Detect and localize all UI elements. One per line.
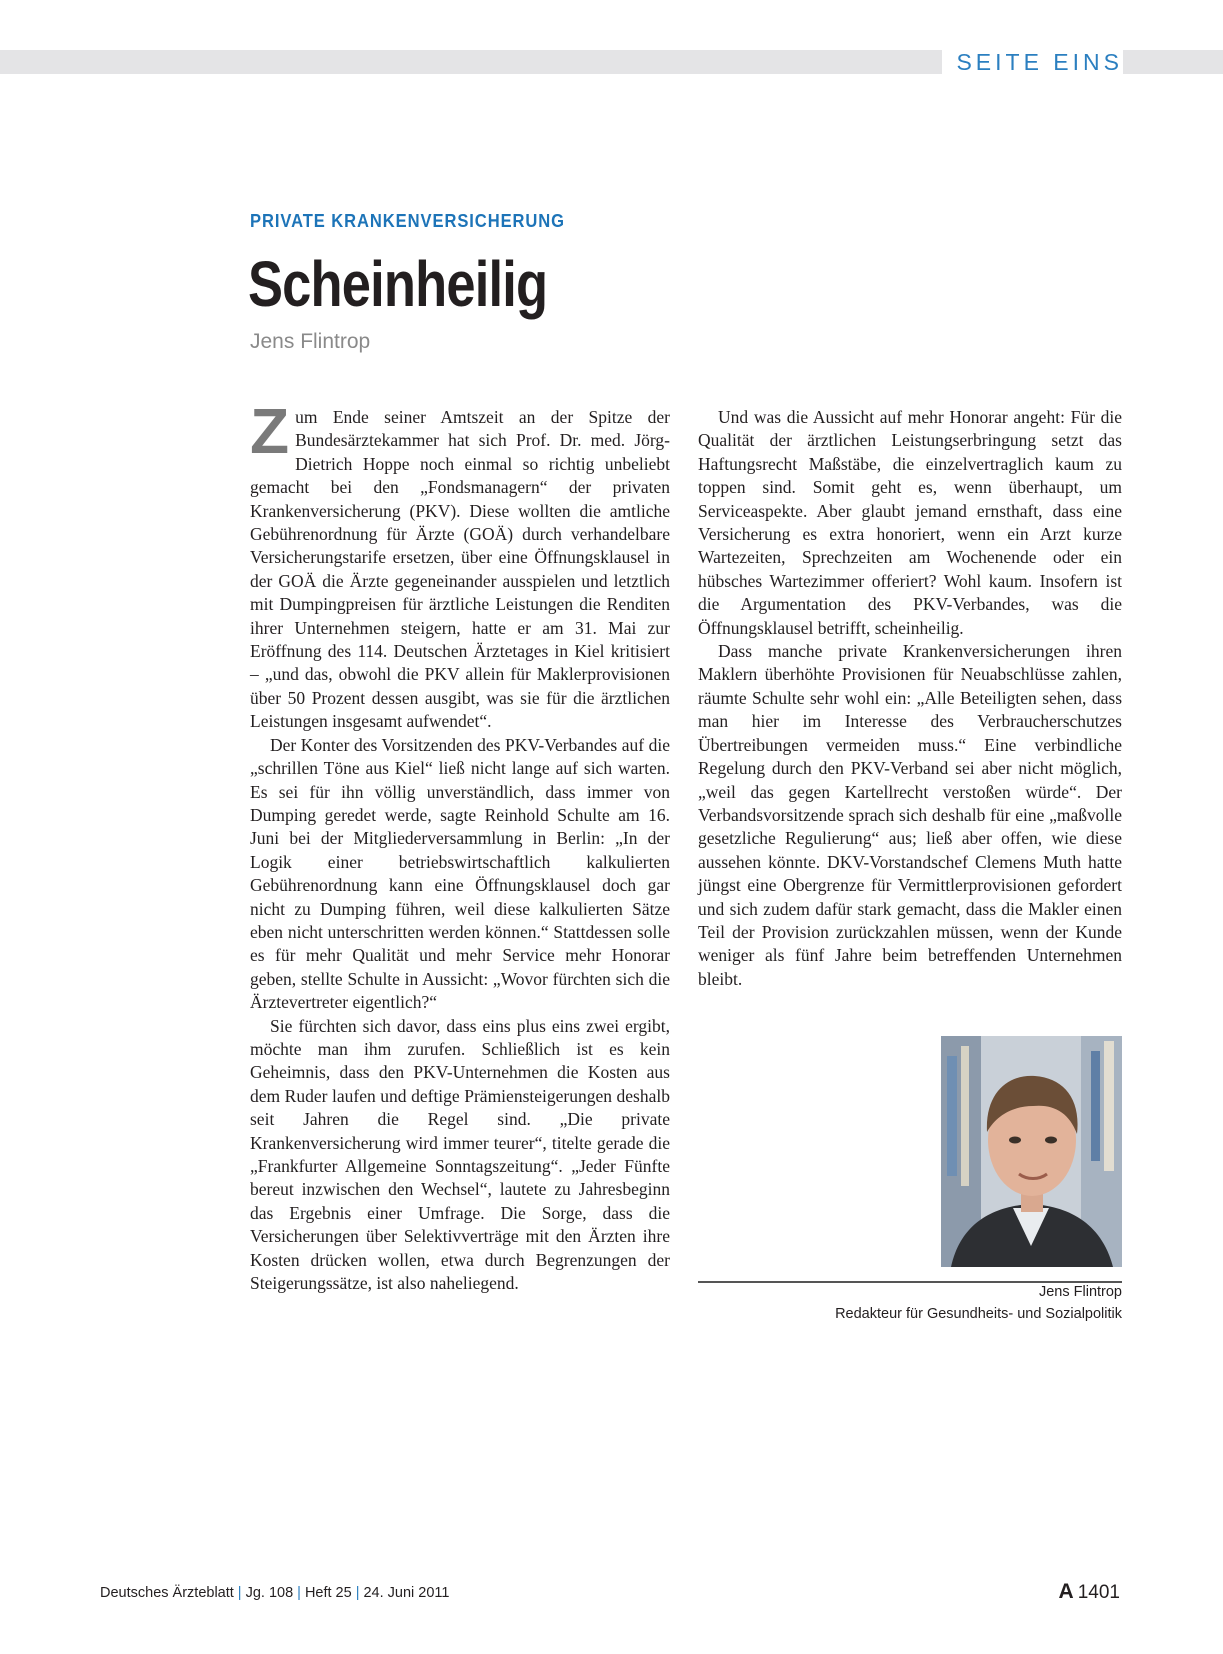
footer-separator: |	[297, 1585, 301, 1601]
lead-text: um Ende seiner Amtszeit an der Spitze der Bundesärztekammer hat sich Prof. Dr. med. Jörg-Dietrich Hoppe noch einmal so richtig unbeliebt gemacht bei den „Fondsmanagern“ der privaten Krankenversicherung (PKV). Diese wollten die amtliche Gebührenordnung für Ärzte (GOÄ) durch verhandelbare Versicherungstarife ersetzen, über eine Öffnungsklausel in der GOÄ die Ärzte gegeneinander ausspielen und letztlich mit Dumpingpreisen für ärztliche Leistungen die Renditen ihrer Unternehmen steigern, hatte er am 31. Mai zur Eröffnung des 114. Deutschen Ärztetages in Kiel kritisiert – „und das, obwohl die PKV allein für Maklerprovisionen über 50 Prozent dessen ausgibt, was sie für die ärztlichen Leistungen insgesamt aufwendet“.	[250, 407, 670, 732]
article-author: Jens Flintrop	[250, 330, 371, 353]
paragraph: Sie fürchten sich davor, dass eins plus eins zwei ergibt, möchte man ihm zurufen. Schließlich ist es kein Geheimnis, dass den PKV-Unternehmen die Kosten aus dem Ruder laufen und deftige Prämiensteigerungen deshalb seit Jahren die Regel sind. „Die private Krankenversicherung wird immer teurer“, titelte gerade die „Frankfurter Allgemeine Sonntagszeitung“. „Jeder Fünfte bereut inzwischen den Wechsel“, lautete zu Jahresbeginn das Ergebnis einer Umfrage. Die Sorge, dass die Versicherungen über Selektivverträge mit den Ärzten ihre Kosten drücken wollen, etwa durch Begrenzungen der Steigerungssätze, ist also naheliegend.	[250, 1015, 670, 1294]
text-column-right	[698, 406, 1122, 991]
author-photo	[941, 1036, 1122, 1267]
footer-separator: |	[237, 1585, 242, 1601]
page-number	[1059, 1580, 1120, 1604]
portrait-illustration	[941, 1036, 1122, 1267]
footer-citation	[100, 1585, 449, 1601]
page-number-value: 1401	[1077, 1582, 1120, 1603]
paragraph: Und was die Aussicht auf mehr Honorar angeht: Für die Qualität der ärztlichen Leistungserbringung setzt das Haftungsrecht Maßstäbe, die einzelvertraglich kaum zu toppen sind. Somit geht es, wenn überhaupt, um Serviceaspekte. Aber glaubt jemand ernsthaft, dass eine Versicherung es extra honoriert, wenn ein Arzt kurze Wartezeiten, Sprechzeiten am Wochenende oder ein hübsches Wartezimmer offeriert? Wohl kaum. Insofern ist die Argumentation des PKV-Verbandes, was die Öffnungsklausel betrifft, scheinheilig.	[698, 407, 1122, 638]
footer-date: 24. Juni 2011	[363, 1585, 450, 1601]
caption-name: Jens Flintrop	[1038, 1284, 1122, 1300]
footer-issue: Heft 25	[304, 1585, 352, 1601]
lead-paragraph	[250, 395, 670, 734]
paragraph: Der Konter des Vorsitzenden des PKV-Verbandes auf die „schrillen Töne aus Kiel“ ließ nicht lange auf sich warten. Es sei für ihn völlig unverständlich, dass immer von Dumping geredet werde, sagte Reinhold Schulte am 16. Juni bei der Mitgliederversammlung in Berlin: „In der Logik einer betriebswirtschaftlich kalkulierten Gebührenordnung kann eine Öffnungsklausel doch gar nicht zu Dumping führen, weil diese kalkulierten Sätze eben nicht unterschritten werden können.“ Stattdessen solle es für mehr Qualität und mehr Service mehr Honorar geben, stellte Schulte in Aussicht: „Wovor fürchten sich die Ärztevertreter eigentlich?“	[250, 734, 670, 1013]
caption-role: Redakteur für Gesundheits- und Sozialpolitik	[835, 1306, 1122, 1322]
section-label: SEITE EINS	[942, 48, 1123, 76]
text-column-left	[250, 395, 670, 1295]
paragraph: Dass manche private Krankenversicherungen ihren Maklern überhöhte Provisionen für Neuabschlüsse zahlen, räumte Schulte sehr wohl ein: „Alle Beteiligten sehen, dass man hier im Interesse des Verbraucherschutzes Übertreibungen vermeiden muss.“ Eine verbindliche Regelung durch den PKV-Verband sei aber nicht möglich, „weil das gegen Kartellrecht verstoßen würde“. Der Verbandsvorsitzende sprach sich deshalb für eine „maßvolle gesetzliche Regulierung“ aus; ließ aber offen, wie diese aussehen könnte. DKV-Vorstandschef Clemens Muth hatte jüngst eine Obergrenze für Vermittlerprovisionen gefordert und sich zudem dafür stark gemacht, dass die Makler einen Teil der Provision zurückzahlen müssen, wenn der Kunde weniger als fünf Jahre beim betreffenden Unternehmen bleibt.	[698, 641, 1122, 989]
article-title: Scheinheilig	[248, 248, 548, 320]
drop-cap: Z	[250, 395, 290, 467]
footer-separator: |	[355, 1585, 360, 1601]
footer-publication: Deutsches Ärzteblatt	[100, 1585, 234, 1601]
article-kicker: PRIVATE KRANKENVERSICHERUNG	[250, 211, 565, 231]
page-prefix: A	[1058, 1580, 1074, 1603]
caption-rule	[698, 1281, 1122, 1283]
footer-volume: Jg. 108	[245, 1585, 294, 1601]
